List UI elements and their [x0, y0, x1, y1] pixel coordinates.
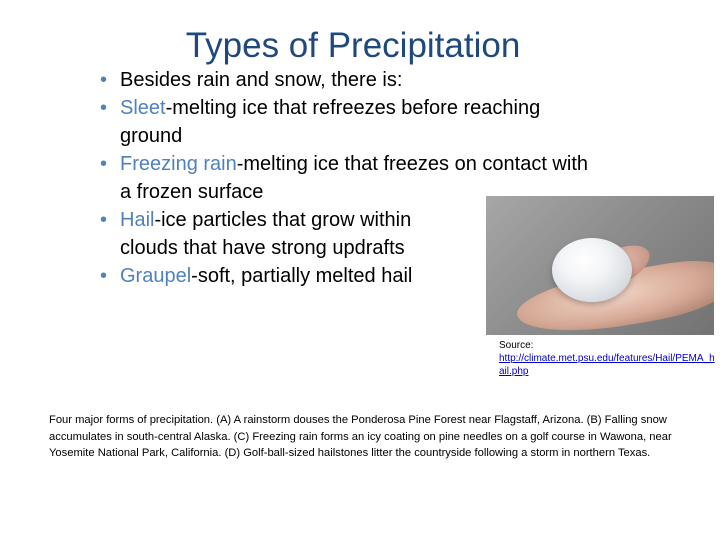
- term-freezing-rain: Freezing rain: [120, 153, 237, 175]
- bullet-item-sleet: [100, 94, 590, 150]
- hailstone-photo: [486, 196, 714, 335]
- bullet-icon: •: [100, 69, 108, 91]
- bullet-text: Besides rain and snow, there is:: [120, 69, 403, 91]
- bullet-text: -ice particles that grow within clouds that have strong updrafts: [120, 209, 412, 259]
- bullet-icon: •: [100, 265, 108, 287]
- bullet-text: -melting ice that freezes on contact with a frozen surface: [120, 153, 588, 203]
- bullet-item-hail: [100, 206, 460, 262]
- figure-caption: Four major forms of precipitation. (A) A rainstorm douses the Ponderosa Pine Forest near Flagstaff, Arizona. (B) Falling snow accumulates in south-central Alaska. (C) Freezing rain forms an icy coating on pine needles on a golf course in Wawona, near Yosemite National Park, California. (D) Golf-ball-sized hailstones litter the countryside following a storm in northern Texas.: [49, 414, 672, 459]
- bullet-text: -melting ice that refreezes before reaching ground: [120, 97, 541, 147]
- bullet-icon: •: [100, 153, 108, 175]
- bullet-item-graupel: [100, 262, 500, 290]
- source-link[interactable]: http://climate.met.psu.edu/features/Hail/PEMA_hail.php: [499, 353, 715, 377]
- bullet-text: -soft, partially melted hail: [191, 265, 413, 287]
- bullet-icon: •: [100, 209, 108, 231]
- bullet-item-besides: [100, 66, 500, 94]
- term-hail: Hail: [120, 209, 155, 231]
- term-sleet: Sleet: [120, 97, 166, 119]
- term-graupel: Graupel: [120, 265, 192, 287]
- hailstone-shape: [552, 238, 632, 302]
- slide-title: Types of Precipitation: [185, 26, 521, 65]
- source-credit: [499, 339, 715, 378]
- bullet-icon: •: [100, 97, 108, 119]
- source-label: Source:: [499, 340, 534, 351]
